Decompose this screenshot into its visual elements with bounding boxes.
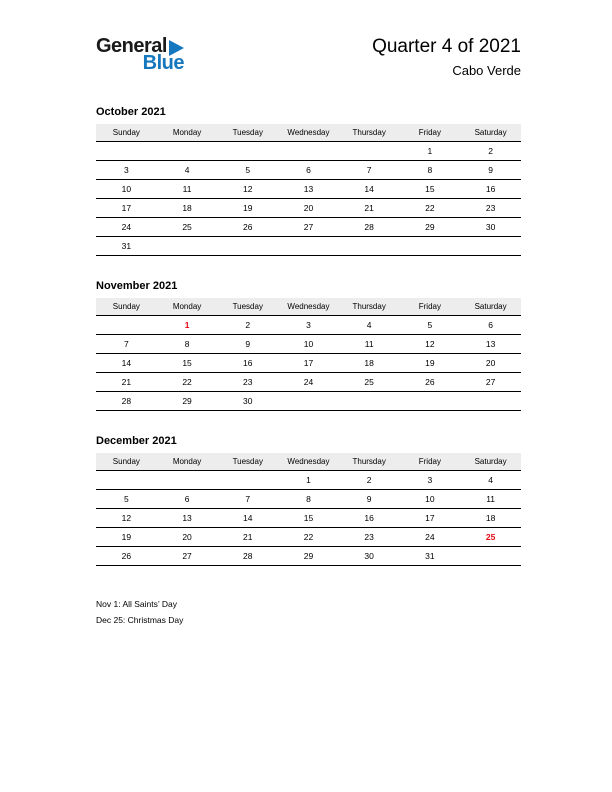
day-cell: 19 [400,354,461,373]
empty-cell [460,547,521,566]
empty-cell [217,237,278,256]
day-cell: 21 [96,373,157,392]
day-cell: 2 [217,316,278,335]
day-cell: 29 [400,218,461,237]
day-cell: 30 [460,218,521,237]
day-cell: 21 [217,528,278,547]
day-cell: 18 [339,354,400,373]
week-row [96,471,521,490]
empty-cell [400,392,461,411]
day-cell: 4 [157,161,218,180]
day-cell: 17 [400,509,461,528]
day-cell: 30 [217,392,278,411]
week-row [96,180,521,199]
week-row [96,392,521,411]
day-cell: 22 [278,528,339,547]
day-cell: 15 [400,180,461,199]
day-header-row [96,298,521,316]
day-cell: 14 [339,180,400,199]
day-cell: 7 [96,335,157,354]
day-cell: 25 [460,528,521,547]
holiday-note-dec25: Dec 25: Christmas Day [96,615,184,626]
day-cell: 9 [217,335,278,354]
day-cell: 4 [339,316,400,335]
day-cell: 27 [460,373,521,392]
day-header: Sunday [96,124,157,142]
day-cell: 10 [96,180,157,199]
month-title: October 2021 [96,106,166,118]
day-header: Wednesday [278,298,339,316]
calendar-table [96,298,521,411]
week-row [96,199,521,218]
month-title: December 2021 [96,435,177,447]
day-cell: 6 [157,490,218,509]
empty-cell [400,237,461,256]
empty-cell [460,392,521,411]
week-row [96,373,521,392]
day-cell: 1 [157,316,218,335]
day-cell: 12 [96,509,157,528]
day-cell: 30 [339,547,400,566]
day-cell: 15 [157,354,218,373]
day-header: Sunday [96,298,157,316]
day-header: Thursday [339,453,400,471]
day-header-row [96,124,521,142]
week-row [96,354,521,373]
day-cell: 28 [339,218,400,237]
general-blue-logo [96,36,184,73]
day-cell: 5 [96,490,157,509]
empty-cell [217,142,278,161]
week-row [96,161,521,180]
day-cell: 10 [400,490,461,509]
day-header: Tuesday [217,298,278,316]
day-cell: 8 [157,335,218,354]
empty-cell [278,142,339,161]
day-header: Wednesday [278,453,339,471]
day-header: Monday [157,124,218,142]
day-cell: 16 [217,354,278,373]
day-cell: 31 [96,237,157,256]
week-row [96,547,521,566]
day-header-row [96,453,521,471]
empty-cell [157,142,218,161]
day-cell: 16 [460,180,521,199]
day-cell: 21 [339,199,400,218]
day-cell: 3 [96,161,157,180]
day-cell: 24 [96,218,157,237]
day-cell: 11 [339,335,400,354]
day-header: Thursday [339,298,400,316]
day-cell: 23 [339,528,400,547]
day-cell: 23 [217,373,278,392]
day-cell: 26 [217,218,278,237]
day-cell: 18 [157,199,218,218]
day-cell: 31 [400,547,461,566]
empty-cell [339,142,400,161]
week-row [96,335,521,354]
day-cell: 12 [217,180,278,199]
day-cell: 28 [217,547,278,566]
day-cell: 8 [400,161,461,180]
day-header: Tuesday [217,124,278,142]
day-cell: 17 [96,199,157,218]
day-cell: 7 [217,490,278,509]
day-header: Monday [157,298,218,316]
day-cell: 8 [278,490,339,509]
logo-text-general: General [96,35,167,57]
day-cell: 14 [217,509,278,528]
day-header: Sunday [96,453,157,471]
holiday-note-nov1: Nov 1: All Saints’ Day [96,599,177,609]
week-row [96,528,521,547]
day-header: Wednesday [278,124,339,142]
empty-cell [278,392,339,411]
day-cell: 4 [460,471,521,490]
day-cell: 25 [339,373,400,392]
month-title: November 2021 [96,280,178,292]
day-cell: 16 [339,509,400,528]
day-cell: 26 [96,547,157,566]
calendar-table [96,453,521,566]
week-row [96,142,521,161]
empty-cell [96,142,157,161]
page-header [0,0,612,78]
week-row [96,509,521,528]
empty-cell [460,237,521,256]
day-cell: 5 [400,316,461,335]
day-cell: 12 [400,335,461,354]
month-december [96,435,521,566]
title-block [372,36,521,78]
day-header: Friday [400,124,461,142]
day-cell: 20 [460,354,521,373]
day-cell: 29 [157,392,218,411]
day-header: Friday [400,298,461,316]
day-cell: 22 [400,199,461,218]
empty-cell [157,237,218,256]
day-cell: 13 [157,509,218,528]
day-header: Friday [400,453,461,471]
day-cell: 11 [157,180,218,199]
day-cell: 6 [460,316,521,335]
day-cell: 2 [460,142,521,161]
day-cell: 1 [400,142,461,161]
day-header: Tuesday [217,453,278,471]
day-cell: 18 [460,509,521,528]
day-header: Monday [157,453,218,471]
empty-cell [339,392,400,411]
empty-cell [278,237,339,256]
empty-cell [96,316,157,335]
empty-cell [217,471,278,490]
day-cell: 20 [278,199,339,218]
day-cell: 10 [278,335,339,354]
empty-cell [339,237,400,256]
day-cell: 3 [278,316,339,335]
day-cell: 13 [278,180,339,199]
footnotes [0,566,612,628]
month-november [96,280,521,411]
day-header: Saturday [460,453,521,471]
day-cell: 14 [96,354,157,373]
day-cell: 13 [460,335,521,354]
day-cell: 29 [278,547,339,566]
day-cell: 28 [96,392,157,411]
day-cell: 19 [217,199,278,218]
week-row [96,218,521,237]
day-cell: 19 [96,528,157,547]
logo-text-blue: Blue [142,52,184,74]
day-cell: 22 [157,373,218,392]
day-cell: 3 [400,471,461,490]
day-cell: 27 [157,547,218,566]
day-cell: 17 [278,354,339,373]
day-header: Saturday [460,298,521,316]
month-october [96,106,521,256]
week-row [96,237,521,256]
day-cell: 9 [339,490,400,509]
day-cell: 9 [460,161,521,180]
day-cell: 20 [157,528,218,547]
empty-cell [157,471,218,490]
day-cell: 5 [217,161,278,180]
day-cell: 11 [460,490,521,509]
calendar-table [96,124,521,256]
page-title: Quarter 4 of 2021 [372,36,521,57]
week-row [96,490,521,509]
day-cell: 6 [278,161,339,180]
day-cell: 15 [278,509,339,528]
day-header: Thursday [339,124,400,142]
day-cell: 1 [278,471,339,490]
day-cell: 26 [400,373,461,392]
day-cell: 23 [460,199,521,218]
empty-cell [96,471,157,490]
day-header: Saturday [460,124,521,142]
day-cell: 2 [339,471,400,490]
page-subtitle: Cabo Verde [452,63,521,78]
day-cell: 24 [400,528,461,547]
day-cell: 24 [278,373,339,392]
day-cell: 27 [278,218,339,237]
day-cell: 7 [339,161,400,180]
day-cell: 25 [157,218,218,237]
months [0,78,612,566]
week-row [96,316,521,335]
